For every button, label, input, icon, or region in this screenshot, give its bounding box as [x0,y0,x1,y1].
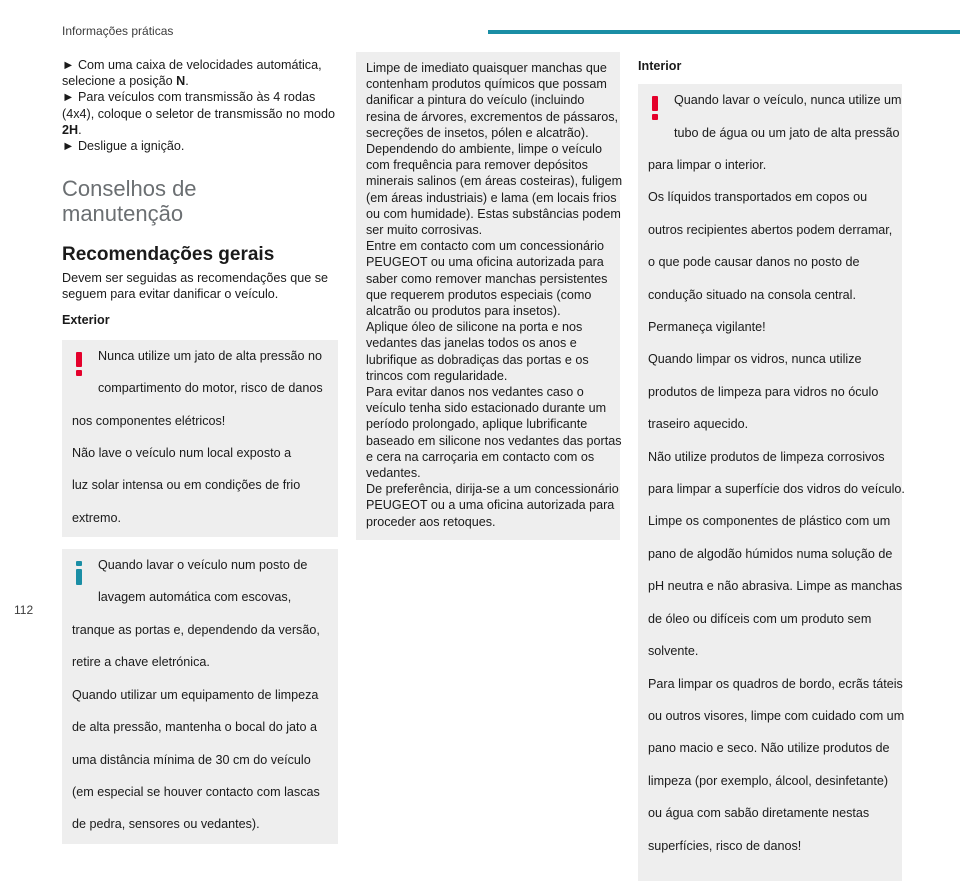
box-line: trincos com regularidade. [366,368,508,383]
box-line: de alta pressão, mantenha o bocal do jato a [72,720,318,735]
box-line: resina de árvores, excrementos de pássaros, [366,109,618,124]
exterior-care-box [356,52,623,540]
instruction-step-2 [62,89,338,138]
box-line: Permaneça vigilante! [648,320,766,335]
sub-heading: Recomendações gerais [62,244,275,266]
box-line: Não lave o veículo num local exposto a [72,446,292,461]
box-line: pano macio e seco. Não utilize produtos de [648,741,890,756]
box-line: solvente. [648,644,699,659]
box-line: Limpe de imediato quaisquer manchas que [366,61,607,75]
box-line: Quando lavar o veículo num posto de [98,558,308,573]
intro-paragraph [62,270,338,302]
box-line: para limpar a superfície dos vidros do veículo. [648,482,905,497]
column-left [62,57,338,844]
info-box-exterior [62,549,338,843]
box-line: Quando lavar o veículo, nunca utilize um [674,93,902,108]
box-line: lavagem automática com escovas, [98,590,292,605]
box-line: produtos de limpeza para vidros no óculo [648,384,879,399]
step-text: (4x4), coloque o seletor de transmissão no modo [62,106,336,121]
section-heading-line: Conselhos de [62,176,197,202]
box-line: superfícies, risco de danos! [648,838,802,853]
box-line: PEUGEOT ou uma oficina autorizada para [366,255,604,270]
box-line: período prolongado, aplique lubrificante [366,417,588,432]
box-line: ser muito corrosivas. [366,223,483,238]
intro-line: Devem ser seguidas as recomendações que se [62,271,329,286]
box-line: outros recipientes abertos podem derramar, [648,222,893,237]
box-line: Os líquidos transportados em copos ou [648,190,868,205]
box-line: ou com humidade). Estas substâncias podem [366,206,621,221]
box-line: condução situado na consola central. [648,287,856,302]
interior-heading: Interior [638,59,682,73]
box-line: de óleo ou difíceis com um produto sem [648,611,872,626]
box-line: lubrifique as dobradiças das portas e os [366,352,589,367]
box-line: contenham produtos químicos que possam [366,77,607,92]
box-line: ou outros visores, limpe com cuidado com um [648,708,905,723]
box-line: alcatrão ou produtos para insetos). [366,304,561,319]
box-line: vedantes. [366,466,421,481]
box-line: Aplique óleo de silicone na porta e nos [366,320,583,335]
box-line: De preferência, dirija-se a um concessionário [366,482,619,497]
box-line: saber como remover manchas persistentes [366,271,608,286]
box-line: de pedra, sensores ou vedantes). [72,817,260,832]
box-line: o que pode causar danos no posto de [648,255,860,270]
box-line: veículo tenha sido estacionado durante um [366,401,607,416]
box-line: danificar a pintura do veículo (incluindo [366,93,585,108]
box-line: baseado em silicone nos vedantes das portas [366,433,622,448]
box-line: Não utilize produtos de limpeza corrosivos [648,449,885,464]
step-text: . [185,74,189,89]
section-heading [62,176,338,226]
box-line: uma distância mínima de 30 cm do veículo [72,752,311,767]
box-line: Para evitar danos nos vedantes caso o [366,385,584,400]
box-line: vedantes das janelas todos os anos e [366,336,577,351]
instruction-step-1 [62,57,338,89]
box-line: PEUGEOT ou a uma oficina autorizada para [366,498,615,513]
box-line: traseiro aquecido. [648,417,749,432]
header-accent-bar [488,30,960,34]
step-text: ► Desligue a ignição. [62,139,185,154]
box-line: nos componentes elétricos! [72,413,226,428]
column-right [638,58,905,881]
box-line: extremo. [72,510,121,525]
box-line: secreções de insetos, pólen e alcatrão). [366,125,589,140]
box-line: Nunca utilize um jato de alta pressão no [98,348,323,363]
box-line: Dependendo do ambiente, limpe o veículo [366,142,602,157]
box-line: minerais salinos (em áreas costeiras), fuligem [366,174,623,189]
step-text: ► Com uma caixa de velocidades automática, [62,58,322,72]
box-line: Para limpar os quadros de bordo, ecrãs táteis [648,676,903,691]
box-line: ou água com sabão diretamente nestas [648,806,870,821]
box-line: pH neutra e não abrasiva. Limpe as manchas [648,579,903,594]
warning-exclamation-icon [648,94,662,122]
info-icon [72,559,86,587]
box-line: retire a chave eletrónica. [72,655,210,670]
box-line: pano de algodão húmidos numa solução de [648,546,893,561]
section-heading-line: manutenção [62,201,184,227]
box-line: Quando utilizar um equipamento de limpeza [72,687,319,702]
step-text: . [78,122,82,137]
box-line: e cera na carroçaria em contacto com os [366,449,595,464]
step-text: ► Para veículos com transmissão às 4 rodas [62,90,316,105]
box-line: com frequência para remover depósitos [366,158,588,173]
warning-box-exterior [62,340,338,537]
instruction-step-3 [62,138,338,154]
box-line: limpeza (por exemplo, álcool, desinfetante) [648,773,889,788]
exterior-heading: Exterior [62,312,110,327]
box-line: (em áreas industriais) e lama (em locais frios [366,190,617,205]
page-number: 112 [14,603,34,617]
box-line: tubo de água ou um jato de alta pressão [674,125,900,140]
box-line: que requerem produtos especiais (como [366,287,592,302]
gear-position-n: N [176,74,186,89]
column-middle [356,52,623,540]
box-line: Limpe os componentes de plástico com um [648,514,891,529]
step-text: selecione a posição [62,74,177,89]
box-line: proceder aos retoques. [366,514,496,529]
box-line: tranque as portas e, dependendo da versão, [72,622,320,637]
box-line: compartimento do motor, risco de danos [98,381,323,396]
box-line: Entre em contacto com um concessionário [366,239,604,254]
box-line: Quando limpar os vidros, nunca utilize [648,352,862,367]
warning-box-interior [638,84,905,881]
box-line: para limpar o interior. [648,158,767,173]
mode-2h: 2H [62,122,79,137]
box-line: luz solar intensa ou em condições de frio [72,478,301,493]
running-header-title: Informações práticas [62,24,174,38]
box-line: (em especial se houver contacto com lascas [72,784,320,799]
warning-exclamation-icon [72,350,86,378]
intro-line: seguem para evitar danificar o veículo. [62,287,279,302]
